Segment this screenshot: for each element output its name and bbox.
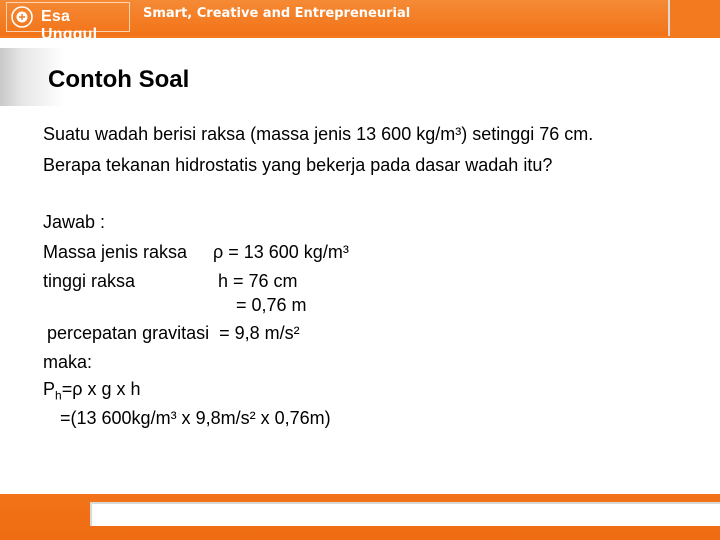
slide-title: Contoh Soal bbox=[48, 66, 190, 93]
university-seal-icon bbox=[11, 6, 33, 28]
answer-heading: Jawab : bbox=[43, 212, 106, 232]
header-bar bbox=[0, 0, 720, 43]
maka-label: maka: bbox=[43, 352, 93, 372]
logo bbox=[6, 2, 130, 43]
height-value: h = 76 cm bbox=[218, 271, 298, 291]
header-inner bbox=[0, 0, 670, 43]
formula-subscript: h bbox=[55, 388, 62, 403]
density-value: ρ = 13 600 kg/m³ bbox=[213, 242, 349, 262]
logo-text: Esa Unggul bbox=[41, 8, 98, 43]
height-label: tinggi raksa bbox=[43, 271, 136, 291]
formula-rest: =ρ x g x h bbox=[61, 379, 141, 399]
density-label: Massa jenis raksa bbox=[43, 242, 188, 262]
formula-line bbox=[43, 377, 140, 409]
question-line-1: Suatu wadah berisi raksa (massa jenis 13 600 kg/m³) setinggi 76 cm. bbox=[43, 124, 594, 144]
substitution-line: =(13 600kg/m³ x 9,8m/s² x 0,76m) bbox=[60, 408, 331, 428]
gravity-line: percepatan gravitasi = 9,8 m/s² bbox=[47, 323, 300, 343]
footer-panel bbox=[90, 502, 720, 526]
formula-p: P bbox=[43, 379, 56, 399]
height-converted: = 0,76 m bbox=[236, 295, 307, 315]
header-tagline: Smart, Creative and Entrepreneurial bbox=[143, 6, 411, 21]
question-line-2: Berapa tekanan hidrostatis yang bekerja pada dasar wadah itu? bbox=[43, 155, 553, 175]
